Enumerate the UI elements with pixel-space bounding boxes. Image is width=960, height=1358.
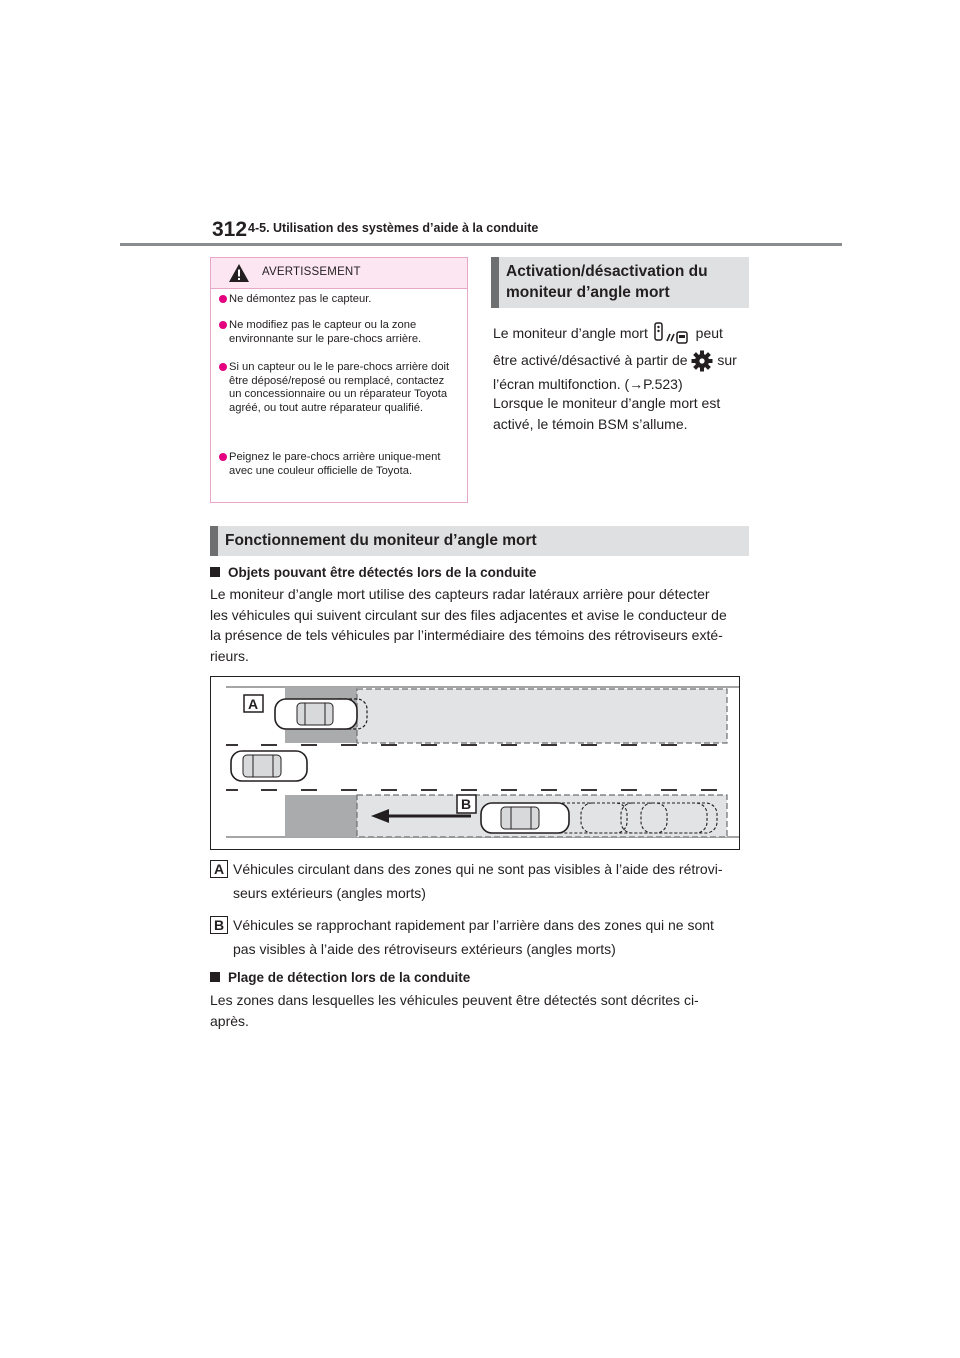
text-line: les véhicules qui suivent circulant sur des files adjacentes et avise le conducteur de	[210, 606, 727, 623]
bullet-icon	[219, 295, 227, 303]
text-line	[493, 347, 763, 374]
text-line: seurs extérieurs (angles morts)	[233, 885, 426, 901]
text-line: activé, le témoin BSM s’allume.	[493, 415, 688, 432]
detection-zone-top	[357, 689, 727, 743]
activation-paragraph-1	[493, 320, 763, 394]
gear-icon	[691, 350, 713, 372]
warning-box	[210, 257, 468, 503]
text-line: après.	[210, 1012, 249, 1029]
text-line: Le moniteur d’angle mort utilise des capteurs radar latéraux arrière pour détecter	[210, 586, 710, 602]
fonctionnement-paragraph-2	[210, 990, 755, 1031]
blind-spot-zone-b	[285, 795, 357, 837]
page-number: 312	[212, 218, 248, 241]
page-reference: P.523)	[643, 376, 683, 392]
text-line	[493, 374, 763, 394]
warning-header	[211, 258, 467, 289]
warning-item-text: Ne démontez pas le capteur.	[229, 293, 372, 305]
text-line: pas visibles à l’aide des rétroviseurs extérieurs (angles morts)	[233, 941, 616, 957]
activation-paragraph-2	[493, 393, 763, 434]
bullet-icon	[219, 321, 227, 329]
chapter-title: 4-5. Utilisation des systèmes d’aide à la conduite	[248, 221, 539, 235]
legend-text-a	[233, 857, 753, 905]
car-a	[275, 699, 357, 729]
warning-item-text: Peignez le pare-chocs arrière unique-ment avec une couleur officielle de Toyota.	[229, 451, 441, 477]
text-line: Véhicules se rapprochant rapidement par l’arrière dans des zones qui ne sont	[233, 917, 714, 933]
section-title: Fonctionnement du moniteur d’angle mort	[225, 532, 537, 549]
section-title-line: moniteur d’angle mort	[506, 284, 670, 301]
label-a: A	[248, 696, 259, 712]
bullet-icon	[219, 453, 227, 461]
bullet-icon	[219, 363, 227, 371]
section-header-activation	[491, 257, 749, 308]
text-line	[493, 320, 763, 347]
subheading-text: Plage de détection lors de la conduite	[228, 970, 471, 985]
legend-badge-a: A	[210, 860, 228, 878]
warning-item	[219, 361, 459, 415]
square-bullet-icon	[210, 972, 220, 982]
header-rule	[120, 243, 842, 246]
square-bullet-icon	[210, 567, 220, 577]
arrow-icon: →	[629, 376, 644, 392]
text-fragment: l’écran multifonction. (	[493, 376, 630, 392]
text-fragment: être activé/désactivé à partir de	[493, 352, 688, 368]
text-line: Lorsque le moniteur d’angle mort est	[493, 395, 721, 411]
legend-text-b	[233, 913, 753, 961]
diagram-svg	[211, 677, 739, 849]
fonctionnement-paragraph-1	[210, 584, 755, 666]
bsm-icon	[652, 322, 692, 346]
text-line: rieurs.	[210, 647, 249, 664]
warning-item	[219, 451, 459, 478]
legend-badge-b: B	[210, 916, 228, 934]
warning-item	[219, 319, 459, 346]
section-header-fonctionnement	[210, 526, 749, 556]
subheading-plage	[210, 970, 470, 985]
warning-item-text: Si un capteur ou le le pare-chocs arrière doit être déposé/reposé ou remplacé, contactez un concessionnaire ou un réparateur Toyota agréé, ou tout autre réparateur qualifié.	[229, 361, 450, 414]
subheading-objets	[210, 565, 536, 580]
blind-spot-diagram	[210, 676, 740, 850]
text-line: Véhicules circulant dans des zones qui ne sont pas visibles à l’aide des rétrovi-	[233, 861, 723, 877]
text-line: Les zones dans lesquelles les véhicules peuvent être détectés sont décrites ci-	[210, 992, 699, 1008]
own-car	[231, 751, 307, 781]
subheading-text: Objets pouvant être détectés lors de la conduite	[228, 565, 537, 580]
text-line: la présence de tels véhicules par l’intermédiaire des témoins des rétroviseurs exté-	[210, 627, 723, 643]
text-fragment: sur	[717, 352, 737, 368]
text-fragment: peut	[695, 325, 723, 341]
label-b: B	[461, 796, 472, 812]
warning-item	[219, 293, 459, 307]
warning-triangle-icon	[228, 263, 250, 283]
car-b	[481, 803, 569, 833]
text-fragment: Le moniteur d’angle mort	[493, 325, 648, 341]
warning-item-text: Ne modifiez pas le capteur ou la zone environnante sur le pare-chocs arrière.	[229, 319, 422, 345]
warning-title: AVERTISSEMENT	[262, 266, 361, 278]
section-title-line: Activation/désactivation du	[506, 263, 708, 280]
